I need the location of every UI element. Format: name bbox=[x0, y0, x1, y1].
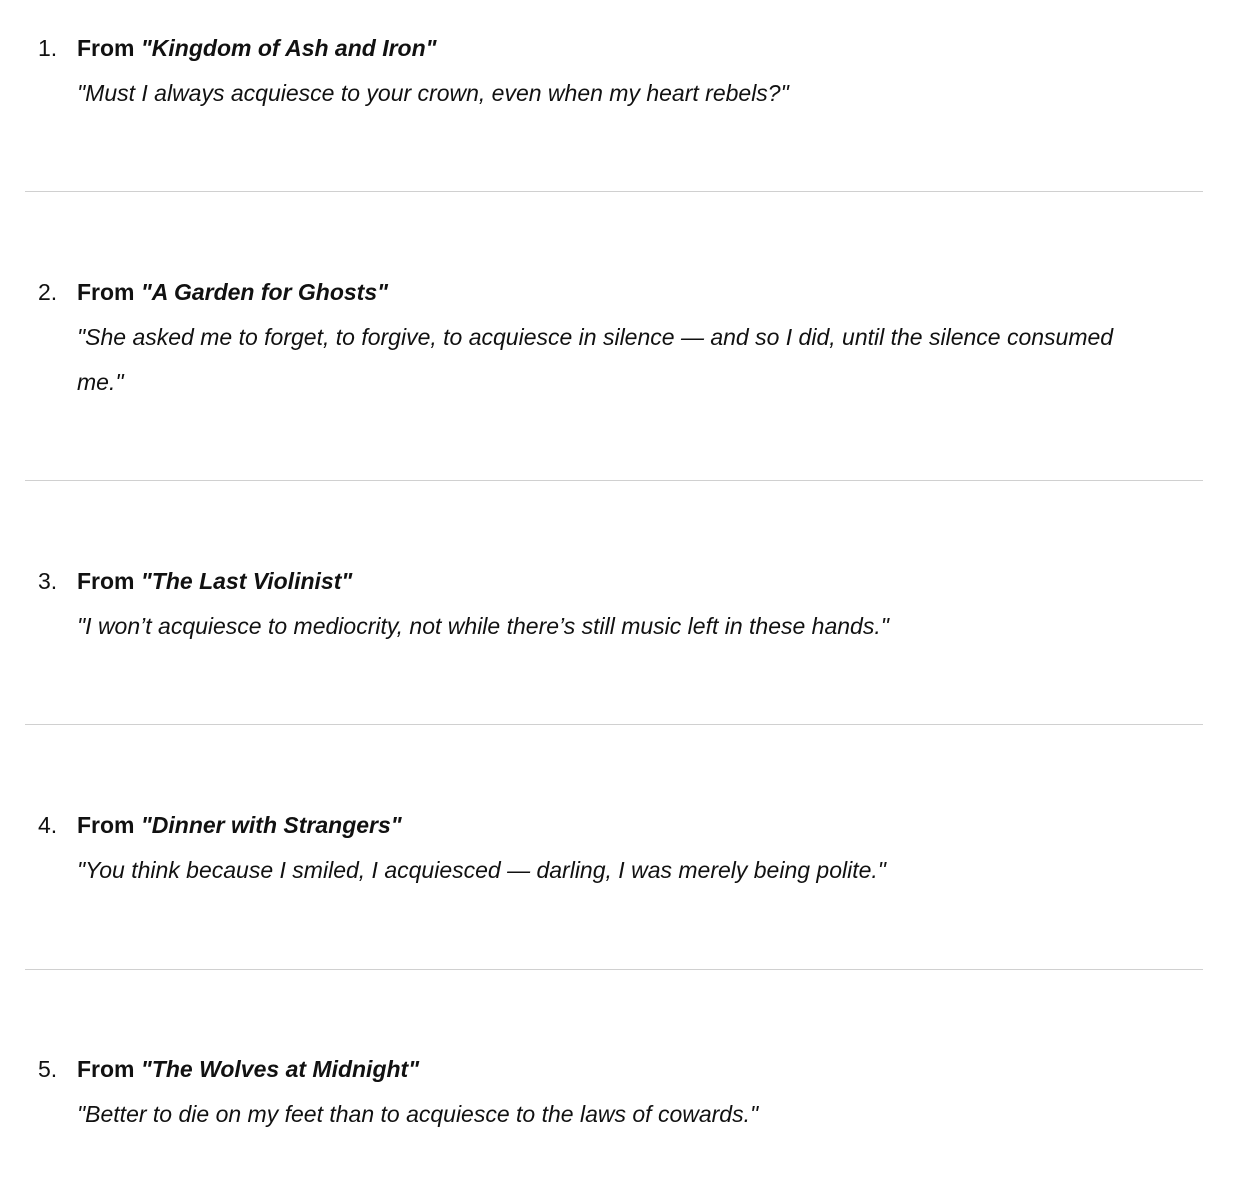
divider bbox=[25, 724, 1203, 725]
divider bbox=[25, 480, 1203, 481]
list-number: 4. bbox=[38, 812, 58, 838]
from-label: From bbox=[77, 568, 135, 594]
source-heading bbox=[77, 1054, 419, 1084]
quote-text: "Must I always acquiesce to your crown, even when my heart rebels?" bbox=[77, 80, 789, 106]
source-title: "A Garden for Ghosts" bbox=[140, 279, 389, 305]
divider bbox=[25, 191, 1203, 192]
from-label: From bbox=[77, 1056, 135, 1082]
from-label: From bbox=[77, 35, 135, 61]
source-title: "Kingdom of Ash and Iron" bbox=[140, 35, 437, 61]
from-label: From bbox=[77, 812, 135, 838]
quote-text: "I won’t acquiesce to mediocrity, not while there’s still music left in these hands." bbox=[77, 613, 889, 639]
quote-text: "You think because I smiled, I acquiesced — darling, I was merely being polite." bbox=[77, 857, 886, 883]
source-heading bbox=[77, 810, 402, 840]
list-number: 3. bbox=[38, 568, 58, 594]
from-label: From bbox=[77, 279, 135, 305]
source-heading bbox=[77, 566, 352, 596]
list-number: 5. bbox=[38, 1056, 58, 1082]
quote-text: "Better to die on my feet than to acquiesce to the laws of cowards." bbox=[77, 1101, 759, 1127]
source-title: "Dinner with Strangers" bbox=[140, 812, 402, 838]
source-heading bbox=[77, 277, 388, 307]
divider bbox=[25, 969, 1203, 970]
source-heading bbox=[77, 33, 437, 63]
source-title: "The Wolves at Midnight" bbox=[140, 1056, 420, 1082]
quote-text: "She asked me to forget, to forgive, to acquiesce in silence — and so I did, until the silence consumed me." bbox=[77, 324, 1114, 395]
source-title: "The Last Violinist" bbox=[140, 568, 353, 594]
list-number: 2. bbox=[38, 279, 58, 305]
list-number: 1. bbox=[38, 35, 58, 61]
